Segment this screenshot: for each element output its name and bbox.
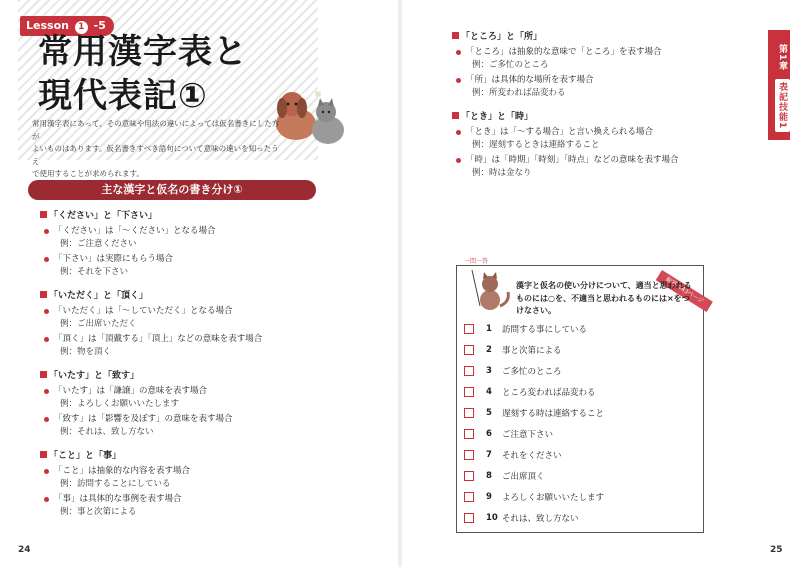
dot-bullet-icon xyxy=(44,497,49,502)
dot-bullet-icon xyxy=(44,389,49,394)
square-bullet-icon xyxy=(40,291,47,298)
list-item: 「いたす」は「謙譲」の意味を表す場合 例：よろしくお願いいたします xyxy=(40,385,233,411)
group-itasu xyxy=(40,369,233,439)
answer-checkbox[interactable] xyxy=(464,345,474,355)
lesson-suffix: -5 xyxy=(93,19,106,32)
page-title xyxy=(38,30,288,118)
intro-line-1: 常用漢字表にあって、その意味や用法の違いによっては仮名書きにした方が xyxy=(32,119,280,141)
quiz-question: 3 ご多忙のところ xyxy=(464,360,696,381)
quiz-question: 10 それは、致し方ない xyxy=(464,507,696,528)
answer-checkbox[interactable] xyxy=(464,324,474,334)
list-item: 「致す」は「影響を及ぼす」の意味を表す場合 例：それは、致し方ない xyxy=(40,413,233,439)
list-item: 「ところ」は抽象的な意味で「ところ」を表す場合 例：ご多忙のところ xyxy=(452,46,662,72)
title-line-2: 現代表記① xyxy=(38,76,208,116)
dot-bullet-icon xyxy=(44,309,49,314)
list-item: 「頂く」は「頂戴する」「頂上」などの意味を表す場合 例：物を頂く xyxy=(40,333,262,359)
quiz-question: 9 よろしくお願いいたします xyxy=(464,486,696,507)
group-heading: 「ください」と「下さい」 xyxy=(49,211,158,221)
page-number-right: 25 xyxy=(770,545,783,555)
list-item: 「時」は「時期」「時刻」「時点」などの意味を表す場合 例：時は金なり xyxy=(452,154,679,180)
answer-checkbox[interactable] xyxy=(464,366,474,376)
quiz-question: 4 ところ変われば品変わる xyxy=(464,381,696,402)
section-title: 主な漢字と仮名の書き分け① xyxy=(28,180,316,200)
group-itadaku xyxy=(40,289,262,359)
group-tokoro xyxy=(452,30,662,100)
answer-checkbox[interactable] xyxy=(464,408,474,418)
quiz-question-list xyxy=(464,318,696,528)
title-line-1: 常用漢字表と xyxy=(38,32,248,72)
dot-bullet-icon xyxy=(456,130,461,135)
quiz-question: 5 遅刻する時は連絡すること xyxy=(464,402,696,423)
cat-illustration-icon xyxy=(466,266,516,314)
quiz-question: 7 それをください xyxy=(464,444,696,465)
list-item: 「下さい」は実際にもらう場合 例：それを下さい xyxy=(40,253,216,279)
intro-text xyxy=(32,118,282,181)
chapter-tab xyxy=(768,30,790,140)
lesson-number: 1 xyxy=(75,21,88,34)
answer-checkbox[interactable] xyxy=(464,429,474,439)
answer-checkbox[interactable] xyxy=(464,387,474,397)
chapter-label: 第1章 xyxy=(777,43,787,71)
group-kudasai xyxy=(40,209,216,279)
answer-checkbox[interactable] xyxy=(464,450,474,460)
group-toki xyxy=(452,110,679,180)
chapter-sub-label: 表記技能1 xyxy=(775,79,790,132)
quiz-question: 1 訪問する事にしている xyxy=(464,318,696,339)
quiz-mark: 一問一答 xyxy=(464,258,489,265)
group-heading: 「いただく」と「頂く」 xyxy=(49,291,149,301)
square-bullet-icon xyxy=(40,451,47,458)
group-koto xyxy=(40,449,190,519)
dot-bullet-icon xyxy=(44,229,49,234)
square-bullet-icon xyxy=(40,371,47,378)
lesson-prefix: Lesson xyxy=(26,19,69,32)
list-item: 「所」は具体的な場所を表す場合 例：所変われば品変わる xyxy=(452,74,662,100)
intro-line-2: よいものはあります。仮名書きすべき語句について意味の違いを知ったうえ xyxy=(32,144,279,166)
answer-checkbox[interactable] xyxy=(464,513,474,523)
quiz-question: 2 事と次第による xyxy=(464,339,696,360)
group-heading: 「とき」と「時」 xyxy=(461,112,534,122)
list-item: 「こと」は抽象的な内容を表す場合 例：訪問することにしている xyxy=(40,465,190,491)
square-bullet-icon xyxy=(40,211,47,218)
answer-checkbox[interactable] xyxy=(464,471,474,481)
square-bullet-icon xyxy=(452,112,459,119)
list-item: 「とき」は「〜する場合」と言い換えられる場合 例：遅刻するときは連絡すること xyxy=(452,126,679,152)
group-heading: 「こと」と「事」 xyxy=(49,451,122,461)
dot-bullet-icon xyxy=(44,469,49,474)
list-item: 「いただく」は「〜していただく」となる場合 例：ご出席いただく xyxy=(40,305,262,331)
dot-bullet-icon xyxy=(44,337,49,342)
quiz-question: 8 ご出席頂く xyxy=(464,465,696,486)
dot-bullet-icon xyxy=(456,158,461,163)
dot-bullet-icon xyxy=(456,78,461,83)
group-heading: 「いたす」と「致す」 xyxy=(49,371,140,381)
intro-line-3: で使用することが求められます。 xyxy=(32,169,144,178)
dot-bullet-icon xyxy=(456,50,461,55)
page-number-left: 24 xyxy=(18,545,31,555)
dot-bullet-icon xyxy=(44,257,49,262)
square-bullet-icon xyxy=(452,32,459,39)
quiz-question: 6 ご注意下さい xyxy=(464,423,696,444)
answer-checkbox[interactable] xyxy=(464,492,474,502)
page-gutter xyxy=(398,0,402,567)
group-heading: 「ところ」と「所」 xyxy=(461,32,543,42)
answer-page-ribbon: 解答は43ページ xyxy=(656,270,713,312)
list-item: 「事」は具体的な事例を表す場合 例：事と次第による xyxy=(40,493,190,519)
quiz-instruction: 漢字と仮名の使い分けについて、適当と思われるものには○を、不適当と思われるものには×をつけなさい。 xyxy=(516,281,692,315)
list-item: 「ください」は「〜ください」となる場合 例：ご注意ください xyxy=(40,225,216,251)
dot-bullet-icon xyxy=(44,417,49,422)
